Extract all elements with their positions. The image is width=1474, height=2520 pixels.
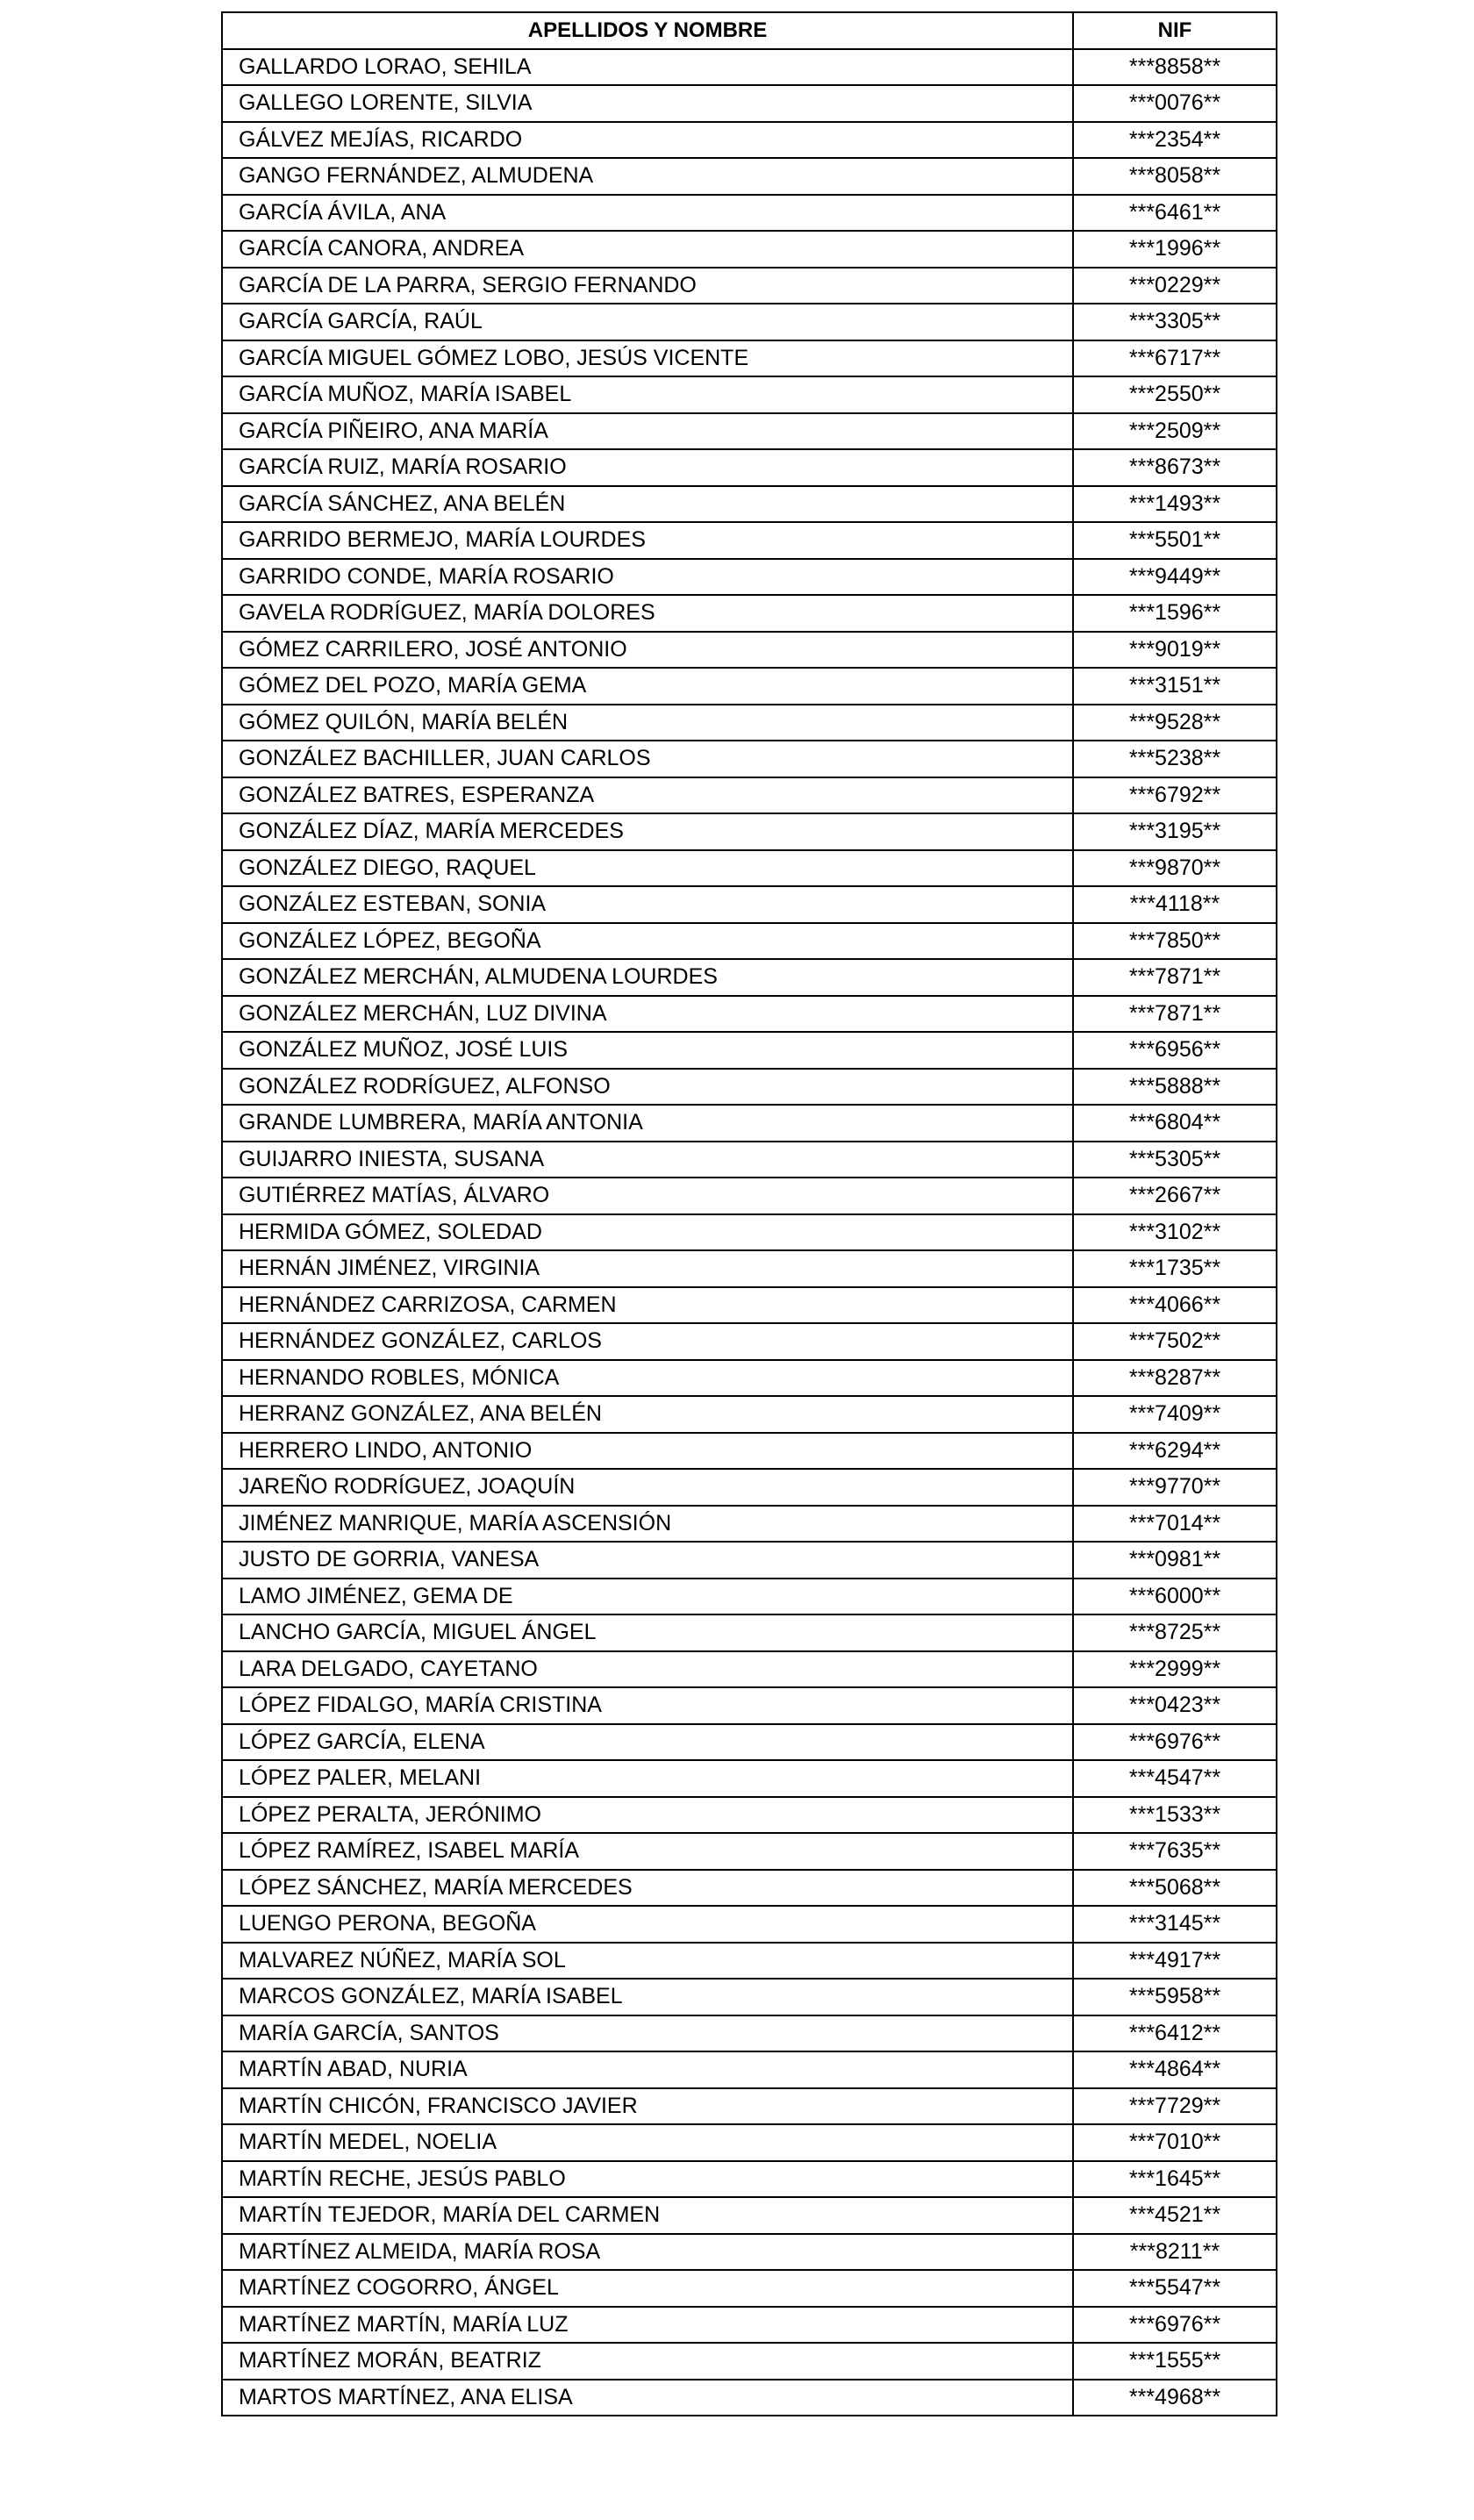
cell-name: GÁLVEZ MEJÍAS, RICARDO <box>222 122 1073 159</box>
cell-nif: ***1493** <box>1073 486 1277 523</box>
table-row <box>222 1506 1277 1543</box>
table-header-row <box>222 12 1277 49</box>
cell-name: MARTÍN CHICÓN, FRANCISCO JAVIER <box>222 2088 1073 2125</box>
cell-name: GARCÍA PIÑEIRO, ANA MARÍA <box>222 413 1073 450</box>
cell-name: MARTÍN ABAD, NURIA <box>222 2051 1073 2088</box>
table-row <box>222 376 1277 413</box>
cell-name: JAREÑO RODRÍGUEZ, JOAQUÍN <box>222 1469 1073 1506</box>
cell-name: JIMÉNEZ MANRIQUE, MARÍA ASCENSIÓN <box>222 1506 1073 1543</box>
cell-name: GONZÁLEZ MERCHÁN, ALMUDENA LOURDES <box>222 959 1073 996</box>
cell-nif: ***5888** <box>1073 1069 1277 1106</box>
table-row <box>222 2051 1277 2088</box>
table-row <box>222 2197 1277 2234</box>
cell-nif: ***7729** <box>1073 2088 1277 2125</box>
table-row <box>222 777 1277 814</box>
cell-nif: ***4547** <box>1073 1760 1277 1797</box>
cell-nif: ***1996** <box>1073 231 1277 268</box>
cell-name: MARTOS MARTÍNEZ, ANA ELISA <box>222 2380 1073 2416</box>
cell-nif: ***7014** <box>1073 1506 1277 1543</box>
table-row <box>222 522 1277 559</box>
table-row <box>222 996 1277 1033</box>
cell-nif: ***5238** <box>1073 741 1277 777</box>
table-row <box>222 49 1277 86</box>
column-header-nif: NIF <box>1073 12 1277 49</box>
table-row <box>222 158 1277 195</box>
cell-name: GRANDE LUMBRERA, MARÍA ANTONIA <box>222 1105 1073 1142</box>
table-row <box>222 2088 1277 2125</box>
cell-nif: ***9528** <box>1073 705 1277 741</box>
table-row <box>222 1614 1277 1651</box>
cell-name: GARCÍA MUÑOZ, MARÍA ISABEL <box>222 376 1073 413</box>
table-row <box>222 595 1277 632</box>
cell-name: HERRANZ GONZÁLEZ, ANA BELÉN <box>222 1396 1073 1433</box>
table-row <box>222 1360 1277 1397</box>
table-row <box>222 1870 1277 1907</box>
cell-name: MARTÍNEZ MORÁN, BEATRIZ <box>222 2343 1073 2380</box>
cell-nif: ***0076** <box>1073 85 1277 122</box>
cell-nif: ***4864** <box>1073 2051 1277 2088</box>
cell-name: HERNÁNDEZ GONZÁLEZ, CARLOS <box>222 1323 1073 1360</box>
cell-name: HERRERO LINDO, ANTONIO <box>222 1433 1073 1470</box>
cell-name: GONZÁLEZ BACHILLER, JUAN CARLOS <box>222 741 1073 777</box>
cell-name: GONZÁLEZ DIEGO, RAQUEL <box>222 850 1073 887</box>
table-row <box>222 2380 1277 2416</box>
table-row <box>222 1214 1277 1251</box>
cell-nif: ***8858** <box>1073 49 1277 86</box>
cell-nif: ***7635** <box>1073 1833 1277 1870</box>
cell-name: MARÍA GARCÍA, SANTOS <box>222 2015 1073 2052</box>
cell-nif: ***6804** <box>1073 1105 1277 1142</box>
cell-name: LÓPEZ PERALTA, JERÓNIMO <box>222 1797 1073 1834</box>
table-row <box>222 668 1277 705</box>
cell-name: MARTÍNEZ MARTÍN, MARÍA LUZ <box>222 2307 1073 2344</box>
table-row <box>222 1287 1277 1324</box>
table-row <box>222 2015 1277 2052</box>
cell-name: HERNÁN JIMÉNEZ, VIRGINIA <box>222 1250 1073 1287</box>
cell-name: LAMO JIMÉNEZ, GEMA DE <box>222 1579 1073 1615</box>
cell-nif: ***6461** <box>1073 195 1277 232</box>
table-row <box>222 923 1277 960</box>
cell-name: MARTÍN MEDEL, NOELIA <box>222 2124 1073 2161</box>
table-row <box>222 449 1277 486</box>
table-row <box>222 1651 1277 1688</box>
cell-nif: ***5958** <box>1073 1979 1277 2015</box>
cell-name: GARCÍA DE LA PARRA, SERGIO FERNANDO <box>222 268 1073 304</box>
table-row <box>222 486 1277 523</box>
cell-nif: ***5501** <box>1073 522 1277 559</box>
table-row <box>222 413 1277 450</box>
cell-nif: ***9019** <box>1073 632 1277 669</box>
table-row <box>222 1178 1277 1214</box>
table-row <box>222 1979 1277 2015</box>
table-row <box>222 1906 1277 1943</box>
cell-nif: ***0229** <box>1073 268 1277 304</box>
table-row <box>222 1542 1277 1579</box>
cell-nif: ***8058** <box>1073 158 1277 195</box>
table-row <box>222 1579 1277 1615</box>
cell-name: GÓMEZ QUILÓN, MARÍA BELÉN <box>222 705 1073 741</box>
table-row <box>222 2307 1277 2344</box>
cell-nif: ***2509** <box>1073 413 1277 450</box>
cell-nif: ***6000** <box>1073 1579 1277 1615</box>
cell-nif: ***3195** <box>1073 813 1277 850</box>
table-row <box>222 813 1277 850</box>
cell-name: LANCHO GARCÍA, MIGUEL ÁNGEL <box>222 1614 1073 1651</box>
cell-nif: ***5305** <box>1073 1142 1277 1178</box>
cell-nif: ***6717** <box>1073 340 1277 377</box>
cell-name: LARA DELGADO, CAYETANO <box>222 1651 1073 1688</box>
cell-name: GANGO FERNÁNDEZ, ALMUDENA <box>222 158 1073 195</box>
cell-nif: ***1645** <box>1073 2161 1277 2198</box>
cell-name: GARCÍA SÁNCHEZ, ANA BELÉN <box>222 486 1073 523</box>
cell-name: LÓPEZ SÁNCHEZ, MARÍA MERCEDES <box>222 1870 1073 1907</box>
cell-nif: ***5068** <box>1073 1870 1277 1907</box>
cell-name: GONZÁLEZ DÍAZ, MARÍA MERCEDES <box>222 813 1073 850</box>
cell-nif: ***9449** <box>1073 559 1277 596</box>
table-row <box>222 850 1277 887</box>
cell-nif: ***1735** <box>1073 1250 1277 1287</box>
cell-name: GÓMEZ CARRILERO, JOSÉ ANTONIO <box>222 632 1073 669</box>
table-row <box>222 2124 1277 2161</box>
cell-nif: ***0423** <box>1073 1687 1277 1724</box>
cell-name: GÓMEZ DEL POZO, MARÍA GEMA <box>222 668 1073 705</box>
cell-nif: ***2550** <box>1073 376 1277 413</box>
cell-nif: ***4066** <box>1073 1287 1277 1324</box>
cell-name: GARCÍA CANORA, ANDREA <box>222 231 1073 268</box>
table-row <box>222 1833 1277 1870</box>
cell-name: MARTÍNEZ COGORRO, ÁNGEL <box>222 2270 1073 2307</box>
cell-nif: ***3102** <box>1073 1214 1277 1251</box>
cell-name: GONZÁLEZ BATRES, ESPERANZA <box>222 777 1073 814</box>
table-row <box>222 304 1277 340</box>
cell-nif: ***6976** <box>1073 1724 1277 1761</box>
cell-name: GONZÁLEZ LÓPEZ, BEGOÑA <box>222 923 1073 960</box>
cell-name: LUENGO PERONA, BEGOÑA <box>222 1906 1073 1943</box>
table-row <box>222 1724 1277 1761</box>
cell-nif: ***6294** <box>1073 1433 1277 1470</box>
cell-nif: ***7010** <box>1073 2124 1277 2161</box>
table-row <box>222 340 1277 377</box>
cell-nif: ***1596** <box>1073 595 1277 632</box>
cell-name: JUSTO DE GORRIA, VANESA <box>222 1542 1073 1579</box>
cell-name: GUIJARRO INIESTA, SUSANA <box>222 1142 1073 1178</box>
table-row <box>222 1250 1277 1287</box>
cell-name: GARCÍA GARCÍA, RAÚL <box>222 304 1073 340</box>
cell-nif: ***7850** <box>1073 923 1277 960</box>
cell-nif: ***9870** <box>1073 850 1277 887</box>
cell-nif: ***6412** <box>1073 2015 1277 2052</box>
cell-nif: ***3145** <box>1073 1906 1277 1943</box>
table-row <box>222 1469 1277 1506</box>
cell-nif: ***6792** <box>1073 777 1277 814</box>
table-row <box>222 195 1277 232</box>
cell-name: HERNÁNDEZ CARRIZOSA, CARMEN <box>222 1287 1073 1324</box>
cell-nif: ***4917** <box>1073 1943 1277 1979</box>
cell-name: GONZÁLEZ MUÑOZ, JOSÉ LUIS <box>222 1032 1073 1069</box>
table-row <box>222 2343 1277 2380</box>
table-row <box>222 1396 1277 1433</box>
cell-nif: ***8725** <box>1073 1614 1277 1651</box>
cell-nif: ***1555** <box>1073 2343 1277 2380</box>
cell-name: GARCÍA RUIZ, MARÍA ROSARIO <box>222 449 1073 486</box>
cell-nif: ***1533** <box>1073 1797 1277 1834</box>
table-row <box>222 1323 1277 1360</box>
cell-nif: ***0981** <box>1073 1542 1277 1579</box>
cell-name: LÓPEZ GARCÍA, ELENA <box>222 1724 1073 1761</box>
cell-nif: ***6956** <box>1073 1032 1277 1069</box>
table-row <box>222 1032 1277 1069</box>
cell-name: GAVELA RODRÍGUEZ, MARÍA DOLORES <box>222 595 1073 632</box>
table-row <box>222 632 1277 669</box>
table-row <box>222 1142 1277 1178</box>
table-row <box>222 268 1277 304</box>
cell-nif: ***2354** <box>1073 122 1277 159</box>
cell-nif: ***8211** <box>1073 2234 1277 2271</box>
persons-table <box>221 11 1277 2416</box>
cell-nif: ***7871** <box>1073 996 1277 1033</box>
table-body <box>222 49 1277 2416</box>
cell-nif: ***7871** <box>1073 959 1277 996</box>
table-row <box>222 1105 1277 1142</box>
table-row <box>222 1943 1277 1979</box>
table-row <box>222 2270 1277 2307</box>
table-row <box>222 231 1277 268</box>
table-row <box>222 85 1277 122</box>
cell-nif: ***8287** <box>1073 1360 1277 1397</box>
cell-name: MARTÍNEZ ALMEIDA, MARÍA ROSA <box>222 2234 1073 2271</box>
cell-name: LÓPEZ PALER, MELANI <box>222 1760 1073 1797</box>
cell-name: GONZÁLEZ RODRÍGUEZ, ALFONSO <box>222 1069 1073 1106</box>
cell-name: GONZÁLEZ MERCHÁN, LUZ DIVINA <box>222 996 1073 1033</box>
cell-nif: ***7502** <box>1073 1323 1277 1360</box>
table-row <box>222 886 1277 923</box>
table-row <box>222 122 1277 159</box>
cell-name: HERNANDO ROBLES, MÓNICA <box>222 1360 1073 1397</box>
cell-name: GARRIDO CONDE, MARÍA ROSARIO <box>222 559 1073 596</box>
cell-nif: ***9770** <box>1073 1469 1277 1506</box>
cell-nif: ***6976** <box>1073 2307 1277 2344</box>
cell-nif: ***2667** <box>1073 1178 1277 1214</box>
cell-nif: ***2999** <box>1073 1651 1277 1688</box>
table-row <box>222 559 1277 596</box>
table-row <box>222 741 1277 777</box>
cell-name: HERMIDA GÓMEZ, SOLEDAD <box>222 1214 1073 1251</box>
cell-nif: ***7409** <box>1073 1396 1277 1433</box>
table-row <box>222 2161 1277 2198</box>
table-row <box>222 1433 1277 1470</box>
cell-name: MARCOS GONZÁLEZ, MARÍA ISABEL <box>222 1979 1073 2015</box>
column-header-name: APELLIDOS Y NOMBRE <box>222 12 1073 49</box>
table-row <box>222 959 1277 996</box>
cell-nif: ***4118** <box>1073 886 1277 923</box>
cell-name: GARCÍA MIGUEL GÓMEZ LOBO, JESÚS VICENTE <box>222 340 1073 377</box>
table-row <box>222 705 1277 741</box>
cell-name: GUTIÉRREZ MATÍAS, ÁLVARO <box>222 1178 1073 1214</box>
cell-name: MARTÍN TEJEDOR, MARÍA DEL CARMEN <box>222 2197 1073 2234</box>
table-row <box>222 1069 1277 1106</box>
cell-name: LÓPEZ RAMÍREZ, ISABEL MARÍA <box>222 1833 1073 1870</box>
cell-name: MARTÍN RECHE, JESÚS PABLO <box>222 2161 1073 2198</box>
cell-name: GARRIDO BERMEJO, MARÍA LOURDES <box>222 522 1073 559</box>
cell-name: GONZÁLEZ ESTEBAN, SONIA <box>222 886 1073 923</box>
cell-nif: ***4521** <box>1073 2197 1277 2234</box>
cell-name: GALLARDO LORAO, SEHILA <box>222 49 1073 86</box>
cell-name: LÓPEZ FIDALGO, MARÍA CRISTINA <box>222 1687 1073 1724</box>
cell-nif: ***3151** <box>1073 668 1277 705</box>
table-row <box>222 2234 1277 2271</box>
table-row <box>222 1760 1277 1797</box>
cell-nif: ***8673** <box>1073 449 1277 486</box>
cell-name: GALLEGO LORENTE, SILVIA <box>222 85 1073 122</box>
table-row <box>222 1687 1277 1724</box>
table-row <box>222 1797 1277 1834</box>
cell-nif: ***5547** <box>1073 2270 1277 2307</box>
cell-name: GARCÍA ÁVILA, ANA <box>222 195 1073 232</box>
cell-name: MALVAREZ NÚÑEZ, MARÍA SOL <box>222 1943 1073 1979</box>
cell-nif: ***4968** <box>1073 2380 1277 2416</box>
cell-nif: ***3305** <box>1073 304 1277 340</box>
